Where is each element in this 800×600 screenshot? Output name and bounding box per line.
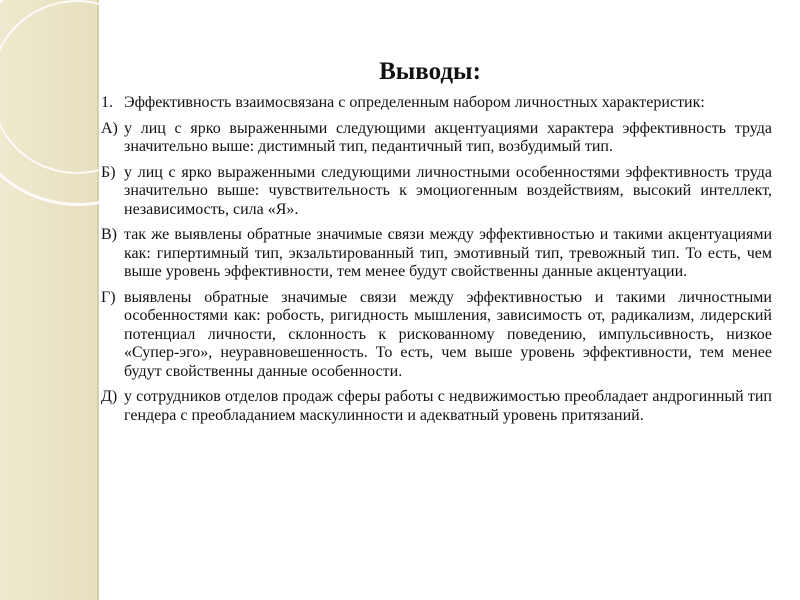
slide-title: Выводы: bbox=[379, 58, 481, 85]
item-marker: Д) bbox=[101, 388, 118, 405]
item-marker: А) bbox=[101, 119, 118, 137]
decorative-side-band bbox=[0, 0, 97, 600]
list-item bbox=[101, 164, 772, 220]
item-text: Эффективность взаимосвязана с определенным набором личностных характеристик: bbox=[124, 94, 705, 111]
item-marker: 1. bbox=[101, 94, 113, 111]
conclusions-list bbox=[101, 94, 772, 432]
list-item bbox=[101, 226, 772, 282]
item-text: у лиц с ярко выраженными следующими акцентуациями характера эффективность труда значительно выше: дистимный тип, педантичный тип, возбудимый тип. bbox=[124, 119, 772, 155]
list-item bbox=[101, 388, 772, 425]
item-text: так же выявлены обратные значимые связи между эффективностью и такими акцентуациями как: гипертимный тип, экзальтированный тип, эмотивный тип, тревожный тип. То есть, чем выше уровень эффективности, тем менее будут свойственны данные акцентуации. bbox=[124, 226, 772, 280]
item-marker: В) bbox=[101, 226, 117, 243]
list-item bbox=[101, 94, 772, 113]
item-marker: Г) bbox=[101, 288, 116, 306]
item-text: у сотрудников отделов продаж сферы работы с недвижимостью преобладает андрогинный тип гендера с преобладанием маскулинности и адекватный уровень притязаний. bbox=[124, 388, 772, 424]
item-text: у лиц с ярко выраженными следующими личностными особенностями эффективность труда значительно выше: чувствительность к эмоциогенным воздействиям, высокий интеллект, независимость, сила «Я». bbox=[124, 163, 772, 218]
list-item bbox=[101, 289, 772, 382]
list-item bbox=[101, 120, 772, 157]
item-text: выявлены обратные значимые связи между эффективностью и такими личностными особенностями как: робость, ригидность мышления, зависимость от, радикализм, лидерский потенциал личности, склонность к рискованному поведению, импульсивность, низкое «Супер-эго», неуравновешенность. То есть, чем выше уровень эффективности, тем менее будут свойственны данные особенности. bbox=[124, 288, 772, 380]
item-marker: Б) bbox=[101, 163, 116, 181]
side-band-border bbox=[97, 0, 99, 600]
